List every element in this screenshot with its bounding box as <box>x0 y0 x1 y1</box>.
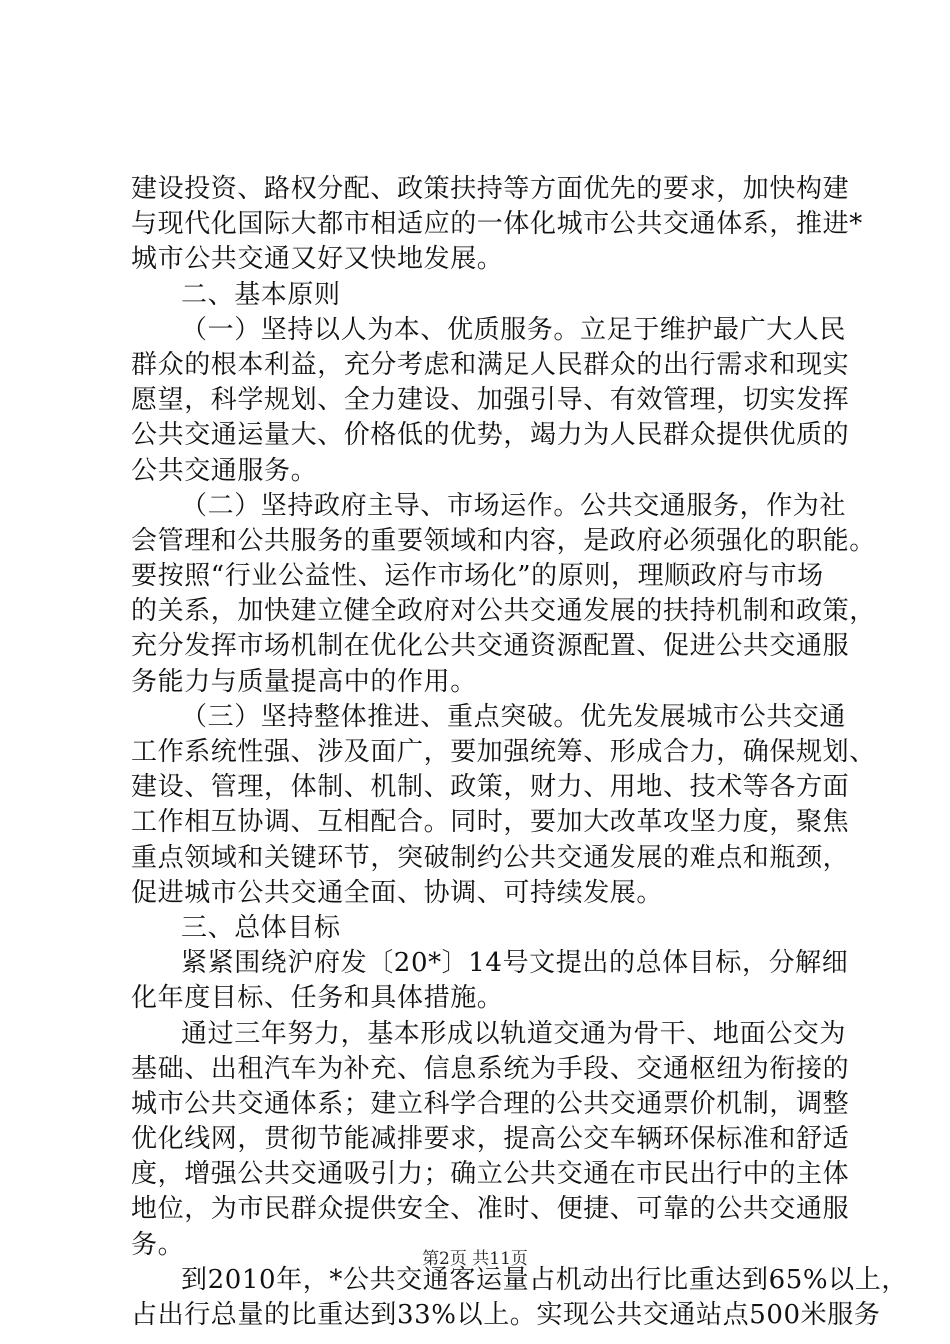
text-line: 度，增强公共交通吸引力；确立公共交通在市民出行中的主体 <box>131 1159 850 1190</box>
text-line: 与现代化国际大都市相适应的一体化城市公共交通体系，推进* <box>131 209 863 240</box>
text-line: 紧紧围绕沪府发〔20*〕14号文提出的总体目标，分解细 <box>181 948 849 979</box>
text-line: 群众的根本利益，充分考虑和满足人民群众的出行需求和现实 <box>131 349 850 380</box>
text-line: 建设、管理，体制、机制、政策，财力、用地、技术等各方面 <box>131 772 850 803</box>
text-line: 的关系，加快建立健全政府对公共交通发展的扶持机制和政策， <box>131 596 876 627</box>
text-line: 二、基本原则 <box>181 279 341 310</box>
text-line: 到2010年，*公共交通客运量占机动出行比重达到65%以上， <box>181 1264 908 1295</box>
text-line: 公共交通服务。 <box>131 455 318 486</box>
document-body <box>131 172 908 1333</box>
text-line: 愿望，科学规划、全力建设、加强引导、有效管理，切实发挥 <box>131 385 850 416</box>
text-line: 城市公共交通又好又快地发展。 <box>131 244 504 275</box>
text-line: 务。 <box>131 1229 185 1260</box>
text-line: （二）坚持政府主导、市场运作。公共交通服务，作为社 <box>181 490 847 521</box>
text-line: 要按照“行业公益性、运作市场化”的原则，理顺政府与市场 <box>131 561 824 592</box>
text-line: （一）坚持以人为本、优质服务。立足于维护最广大人民 <box>181 314 847 345</box>
text-line: 工作相互协调、互相配合。同时，要加大改革攻坚力度，聚焦 <box>131 807 850 838</box>
text-line: 优化线网，贯彻节能减排要求，提高公交车辆环保标准和舒适 <box>131 1124 850 1155</box>
text-line: 占出行总量的比重达到33%以上。实现公共交通站点500米服务 <box>131 1300 881 1330</box>
text-line: 工作系统性强、涉及面广，要加强统筹、形成合力，确保规划、 <box>131 737 876 767</box>
text-line: 基础、出租汽车为补充、信息系统为手段、交通枢纽为衔接的 <box>131 1053 850 1084</box>
text-line: 会管理和公共服务的重要领域和内容，是政府必须强化的职能。 <box>131 525 876 556</box>
text-line: 城市公共交通体系；建立科学合理的公共交通票价机制，调整 <box>131 1088 850 1119</box>
text-line: 通过三年努力，基本形成以轨道交通为骨干、地面公交为 <box>181 1018 847 1049</box>
text-line: 促进城市公共交通全面、协调、可持续发展。 <box>131 877 664 908</box>
text-line: 建设投资、路权分配、政策扶持等方面优先的要求，加快构建 <box>131 174 850 204</box>
text-line: （三）坚持整体推进、重点突破。优先发展城市公共交通 <box>181 701 847 732</box>
text-line: 重点领域和关键环节，突破制约公共交通发展的难点和瓶颈， <box>131 842 850 873</box>
text-line: 务能力与质量提高中的作用。 <box>131 666 477 697</box>
text-line: 三、总体目标 <box>181 912 341 943</box>
text-line: 充分发挥市场机制在优化公共交通资源配置、促进公共交通服 <box>131 631 850 662</box>
text-line: 地位，为市民群众提供安全、准时、便捷、可靠的公共交通服 <box>131 1194 850 1225</box>
page-footer: 第2页 共11页 <box>422 1249 528 1269</box>
text-line: 公共交通运量大、价格低的优势，竭力为人民群众提供优质的 <box>131 420 850 451</box>
text-line: 化年度目标、任务和具体措施。 <box>131 983 504 1014</box>
